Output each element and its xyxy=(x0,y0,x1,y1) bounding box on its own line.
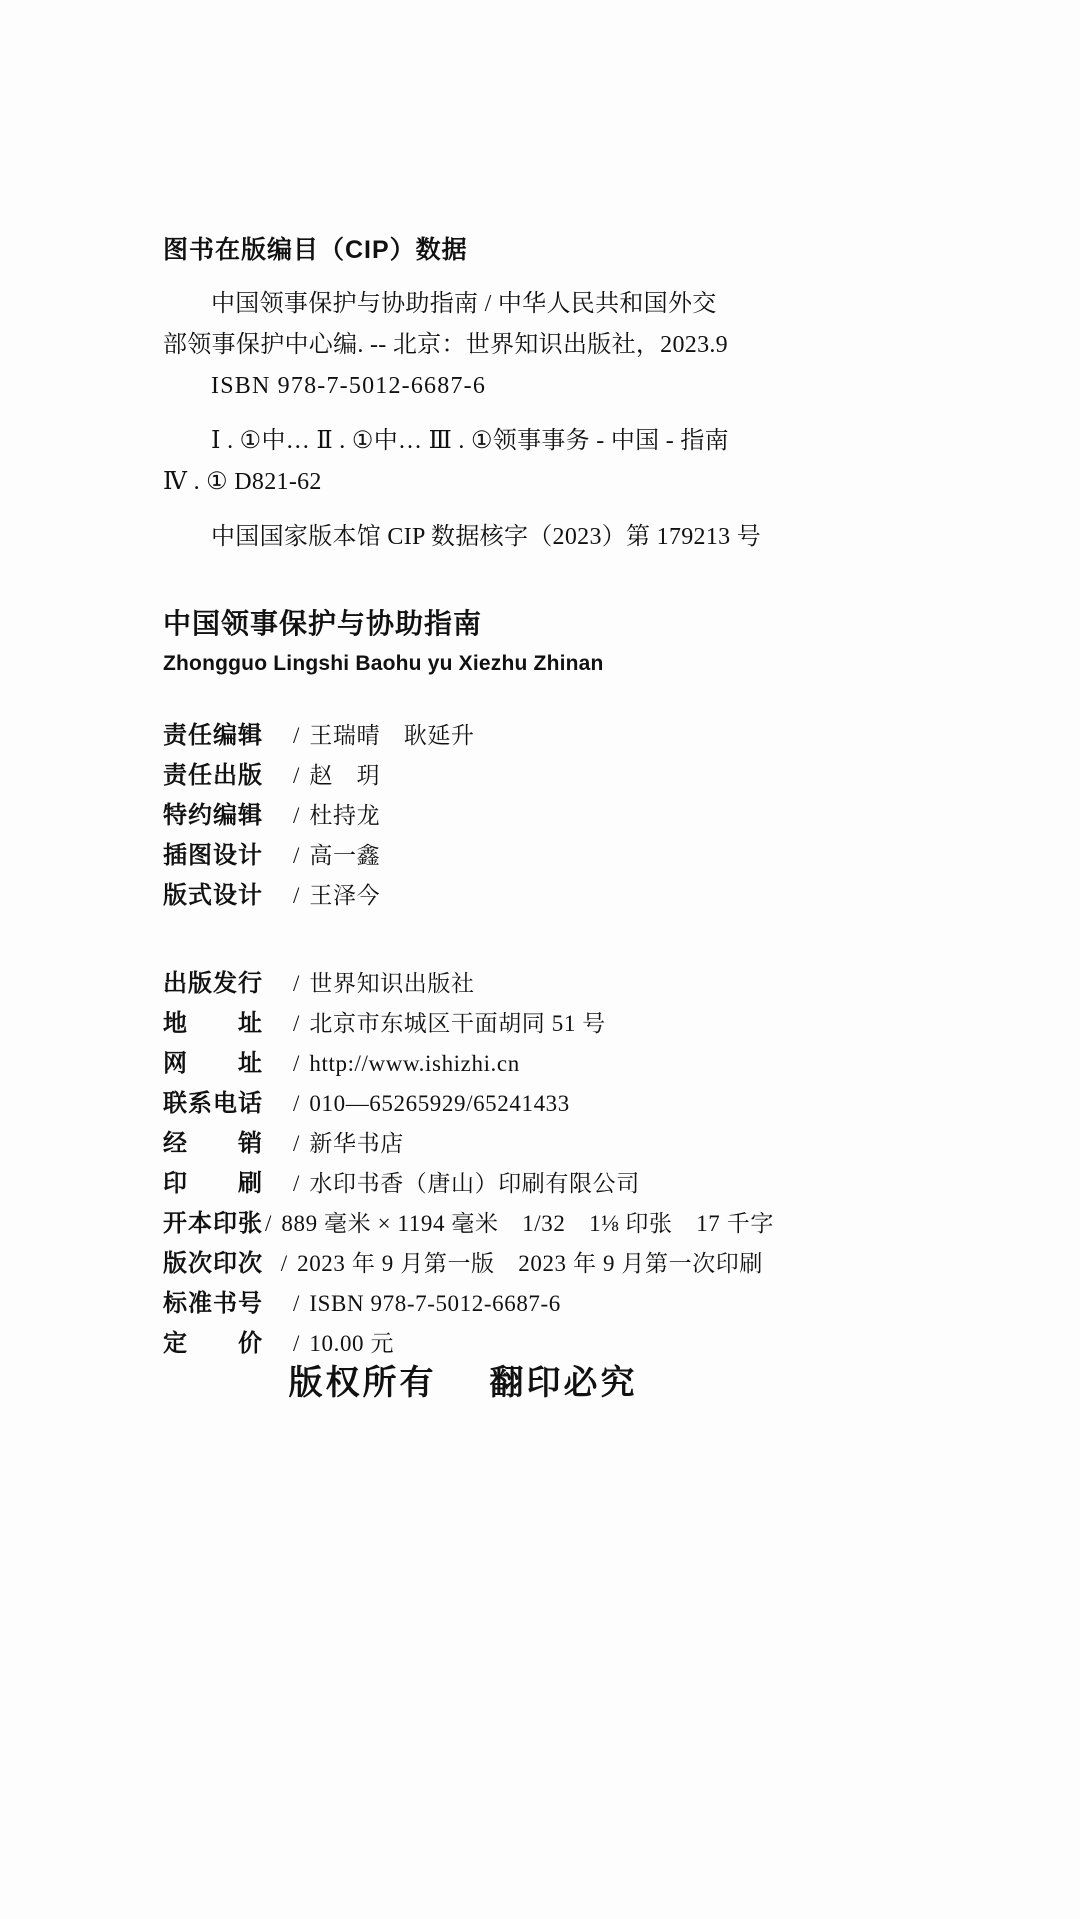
cip-spacer-2 xyxy=(163,503,763,517)
cip-number: 中国国家版本馆 CIP 数据核字（2023）第 179213 号 xyxy=(211,524,762,550)
book-title: 中国领事保护与协助指南 xyxy=(163,608,483,639)
imprint-separator: / xyxy=(293,1171,300,1196)
credits-separator: / xyxy=(293,883,300,908)
credits-row xyxy=(163,756,763,796)
credits-label: 特约编辑 xyxy=(163,802,263,829)
credits-label: 版式设计 xyxy=(163,882,263,909)
imprint-separator: / xyxy=(265,1211,272,1236)
cip-description: 中国领事保护与协助指南 / 中华人民共和国外交部领事保护中心编. -- 北京：世界知识出版社，2023.9 xyxy=(163,291,728,358)
imprint-label: 标准书号 xyxy=(163,1290,263,1317)
cip-classification-line-1: Ⅰ . ①中… Ⅱ . ①中… Ⅲ . ①领事事务 - 中国 - 指南 xyxy=(211,428,729,454)
credits-row xyxy=(163,716,763,756)
imprint-phone: 010—65265929/65241433 xyxy=(309,1091,570,1116)
credits-list xyxy=(163,716,763,916)
imprint-separator: / xyxy=(293,1131,300,1156)
imprint-row xyxy=(163,1204,774,1244)
credits-row xyxy=(163,836,763,876)
credits-row xyxy=(163,796,763,836)
imprint-edition: 2023 年 9 月第一版 2023 年 9 月第一次印刷 xyxy=(297,1251,763,1276)
credits-separator: / xyxy=(293,843,300,868)
credits-value: 赵 玥 xyxy=(309,763,381,788)
imprint-isbn: ISBN 978-7-5012-6687-6 xyxy=(309,1291,561,1316)
cip-isbn: ISBN 978-7-5012-6687-6 xyxy=(211,373,487,399)
imprint-value: 新华书店 xyxy=(309,1131,404,1156)
copyright-notice-left: 版权所有 xyxy=(288,1364,437,1402)
imprint-label: 版次印次 xyxy=(163,1250,263,1277)
imprint-row xyxy=(163,1044,763,1084)
credits-row xyxy=(163,876,763,916)
imprint-list xyxy=(163,964,774,1364)
copyright-footer xyxy=(163,1355,763,1404)
imprint-row xyxy=(163,964,763,1004)
imprint-row xyxy=(163,1164,763,1204)
imprint-row xyxy=(163,1244,763,1284)
imprint-label: 定 价 xyxy=(163,1330,263,1357)
imprint-row xyxy=(163,1084,763,1124)
imprint-label: 联系电话 xyxy=(163,1090,263,1117)
book-title-pinyin: Zhongguo Lingshi Baohu yu Xiezhu Zhinan xyxy=(163,652,604,675)
imprint-row xyxy=(163,1284,763,1324)
imprint-value: 世界知识出版社 xyxy=(309,971,475,996)
imprint-separator: / xyxy=(293,1291,300,1316)
imprint-separator: / xyxy=(293,1011,300,1036)
imprint-format: 889 毫米 × 1194 毫米 1/32 1⅛ 印张 17 千字 xyxy=(281,1211,774,1236)
copyright-notice-right: 翻印必究 xyxy=(489,1364,638,1402)
imprint-row xyxy=(163,1004,763,1044)
credits-label: 责任编辑 xyxy=(163,722,263,749)
imprint-separator: / xyxy=(293,1331,300,1356)
copyright-content xyxy=(163,230,774,1364)
credits-value: 王泽今 xyxy=(309,883,381,908)
imprint-label: 开本印张 xyxy=(163,1210,263,1237)
credits-value: 杜持龙 xyxy=(309,803,381,828)
imprint-separator: / xyxy=(280,1251,288,1276)
cip-heading: 图书在版编目（CIP）数据 xyxy=(163,236,468,264)
copyright-notice xyxy=(163,1355,763,1404)
cip-block xyxy=(163,230,763,558)
title-block xyxy=(163,602,763,676)
imprint-separator: / xyxy=(293,1051,300,1076)
credits-separator: / xyxy=(293,723,300,748)
imprint-label: 出版发行 xyxy=(163,970,263,997)
credits-separator: / xyxy=(293,763,300,788)
imprint-label: 地 址 xyxy=(163,1010,263,1037)
imprint-label: 经 销 xyxy=(163,1130,263,1157)
imprint-row xyxy=(163,1124,763,1164)
credits-label: 责任出版 xyxy=(163,762,263,789)
imprint-value: 北京市东城区干面胡同 51 号 xyxy=(309,1011,606,1036)
imprint-label: 网 址 xyxy=(163,1050,263,1077)
imprint-separator: / xyxy=(293,971,300,996)
imprint-separator: / xyxy=(293,1091,300,1116)
cip-classification-line-2: Ⅳ . ① D821-62 xyxy=(163,469,322,495)
credits-label: 插图设计 xyxy=(163,842,263,869)
imprint-value: 水印书香（唐山）印刷有限公司 xyxy=(309,1171,640,1196)
imprint-website[interactable]: http://www.ishizhi.cn xyxy=(309,1051,520,1076)
imprint-price: 10.00 元 xyxy=(309,1331,395,1356)
credits-separator: / xyxy=(293,803,300,828)
credits-value: 高一鑫 xyxy=(309,843,381,868)
imprint-label: 印 刷 xyxy=(163,1170,263,1197)
cip-spacer-1 xyxy=(163,407,763,421)
credits-value: 王瑞晴 耿延升 xyxy=(309,723,475,748)
